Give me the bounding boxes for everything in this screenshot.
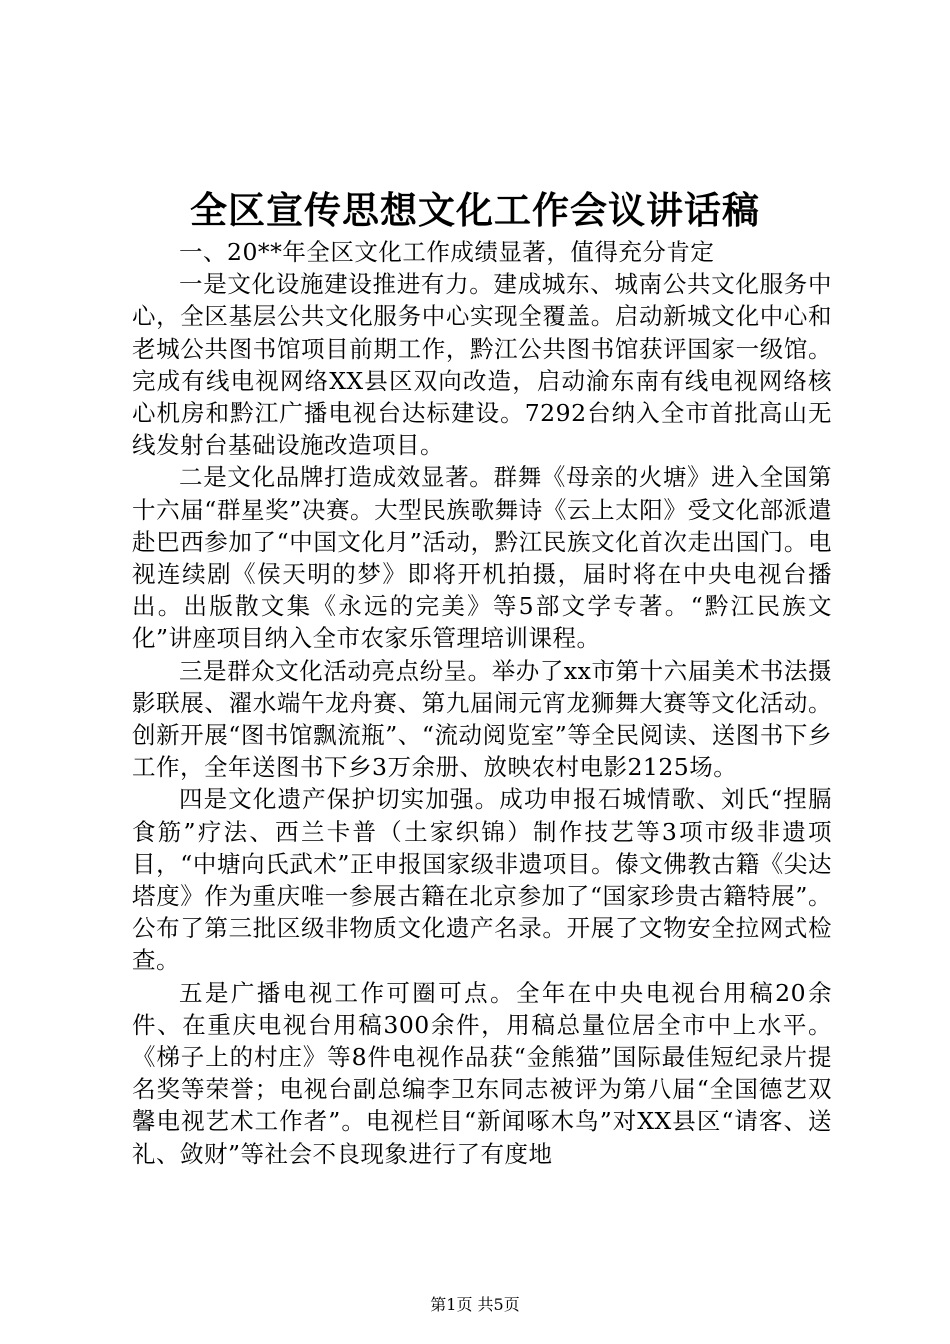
paragraph-broadcasting: 五是广播电视工作可圈可点。全年在中央电视台用稿20余件、在重庆电视台用稿300余件，用稿总量位居全市中上水平。《梯子上的村庄》等8件电视作品获“金熊猫”国际最佳短纪录片提名奖等荣誉；电视台副总编李卫东同志被评为第八届“全国德艺双馨电视艺术工作者”。电视栏目“新闻啄木鸟”对XX县区“请客、送礼、敛财”等社会不良现象进行了有度地	[132, 978, 832, 1168]
document-title: 全区宣传思想文化工作会议讲话稿	[190, 188, 760, 232]
document-body	[132, 236, 832, 1170]
paragraph-heritage: 四是文化遗产保护切实加强。成功申报石城情歌、刘氏“捏膈食筋”疗法、西兰卡普（土家织锦）制作技艺等3项市级非遗项目，“中塘向氏武术”正申报国家级非遗项目。傣文佛教古籍《尖达塔度》作为重庆唯一参展古籍在北京参加了“国家珍贵古籍特展”。公布了第三批区级非物质文化遗产名录。开展了文物安全拉网式检查。	[132, 785, 832, 975]
paragraph-activities: 三是群众文化活动亮点纷呈。举办了xx市第十六届美术书法摄影联展、濯水端午龙舟赛、第九届闹元宵龙狮舞大赛等文化活动。创新开展“图书馆飘流瓶”、“流动阅览室”等全民阅读、送图书下乡工作，全年送图书下乡3万余册、放映农村电影2125场。	[132, 656, 832, 782]
paragraph-facilities: 一是文化设施建设推进有力。建成城东、城南公共文化服务中心，全区基层公共文化服务中心实现全覆盖。启动新城文化中心和老城公共图书馆项目前期工作，黔江公共图书馆获评国家一级馆。完成有线电视网络XX县区双向改造，启动渝东南有线电视网络核心机房和黔江广播电视台达标建设。7292台纳入全市首批高山无线发射台基础设施改造项目。	[132, 270, 832, 460]
section-heading: 一、20**年全区文化工作成绩显著，值得充分肯定	[179, 238, 715, 266]
paragraph-brands: 二是文化品牌打造成效显著。群舞《母亲的火塘》进入全国第十六届“群星奖”决赛。大型民族歌舞诗《云上太阳》受文化部派遣赴巴西参加了“中国文化月”活动，黔江民族文化首次走出国门。电视连续剧《侯天明的梦》即将开机拍摄，届时将在中央电视台播出。出版散文集《永远的完美》等5部文学专著。“黔江民族文化”讲座项目纳入全市农家乐管理培训课程。	[132, 463, 832, 653]
page-number: 第1页 共5页	[430, 1295, 520, 1314]
